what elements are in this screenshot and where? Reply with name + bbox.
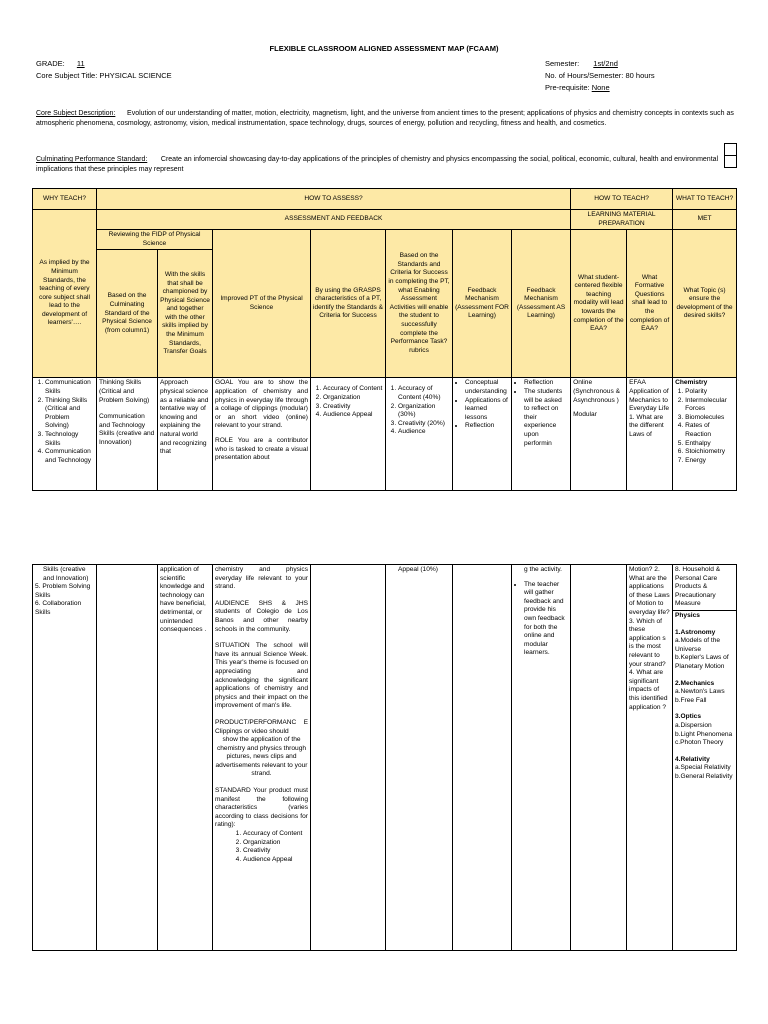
row1-col2: Thinking Skills (Critical and Problem Solving) Communication and Technology Skills (creative and Innovation) xyxy=(97,378,158,491)
prereq-value: None xyxy=(591,83,610,92)
performance-standard: Culminating Performance Standard: Create an infomercial showcasing day-to-day applications of the principles of chemistry and physics encompassing the social, political, economic, cultural, health and environmental implications that these principles may represent xyxy=(36,156,719,173)
prereq-label: Pre-requisite: None xyxy=(545,83,610,92)
checkbox-2[interactable] xyxy=(724,155,737,168)
row1-col11: Chemistry 1. Polarity 2. Intermolecular Forces 3. Biomolecules 4. Rates of Reaction 5. Enthalpy 6. Stoichiometry 7. Energy xyxy=(673,378,737,491)
row1-col3: Approach physical science as a reliable and tentative way of knowing and explaining the natural world and recognizing that xyxy=(158,378,213,491)
header-col4: Improved PT of the Physical Science xyxy=(213,230,311,378)
header-what-teach: WHAT TO TEACH? xyxy=(673,189,737,210)
semester-label: Semester: 1st/2nd xyxy=(545,59,618,68)
semester-value: 1st/2nd xyxy=(593,59,618,68)
row2-col11: 8. Household & Personal Care Products & Precautionary Measure Physics 1.Astronomy a.Models of the Universe b.Kepler's Laws of Planetary Motion 2.Mechanics a.Newton's Laws b.Free Fall 3.Optics a.Dispersion b.Light Phenomena c.Photon Theory 4.Relativity a.Special Relativity b.General Relativity xyxy=(673,565,737,951)
header-col8: Feedback Mechanism (Assessment AS Learning) xyxy=(512,230,571,378)
row2-col5 xyxy=(311,565,386,951)
header-why-teach: WHY TEACH? xyxy=(33,189,97,210)
row1-col1: 1. Communication Skills 2. Thinking Skills (Critical and Problem Solving) 3. Technology Skills 4. Communication and Technology xyxy=(33,378,97,491)
header-learning-prep: LEARNING MATERIAL PREPARATION xyxy=(571,210,673,230)
header-reviewing-fidp: Reviewing the FIDP of Physical Science xyxy=(97,230,213,250)
header-col11: What Topic (s) ensure the development of the desired skills? xyxy=(673,230,737,378)
header-col2: Based on the Culminating Standard of the Physical Science (from column1) xyxy=(97,250,158,378)
hours-label: No. of Hours/Semester: 80 hours xyxy=(545,71,655,80)
header-col3: With the skills that shall be championed by Physical Science and together with the other skills implied by the Minimum Standards, Transfer Goals xyxy=(158,250,213,378)
grade-label: GRADE: 11 xyxy=(36,59,85,68)
header-col5: By using the GRASPS characteristics of a PT, identify the Standards & Criteria for Success xyxy=(311,230,386,378)
hours-value: 80 hours xyxy=(625,71,655,80)
subject-label: Core Subject Title: PHYSICAL SCIENCE xyxy=(36,71,172,80)
header-col6: Based on the Standards and Criteria for Success in completing the PT, what Enabling Assessment Activities will enable the student to successfully complete the Performance Task? rubrics xyxy=(386,230,453,378)
header-assessment-feedback: ASSESSMENT AND FEEDBACK xyxy=(97,210,571,230)
header-col1: As implied by the Minimum Standards, the teaching of every core subject shall lead to the development of learners'…. xyxy=(33,210,97,378)
row1-col10: EFAA Application of Mechanics to Everyday Life 1. What are the different Laws of xyxy=(627,378,673,491)
row2-col3: application of scientific knowledge and technology can have beneficial, detrimental, or unintended consequences . xyxy=(158,565,213,951)
assessment-map-table-continued xyxy=(32,564,737,951)
header-met: MET xyxy=(673,210,737,230)
header-how-assess: HOW TO ASSESS? xyxy=(97,189,571,210)
header-col9: What student-centered flexible teaching modality will lead towards the completion of the EAA? xyxy=(571,230,627,378)
subject-description: Core Subject Description: Evolution of our understanding of matter, motion, electricity, magnetism, light, and the universe from ancient times to the present; applications of physics and chemistry concepts in contexts such as atmospheric phenomena, cosmology, astronomy, vision, medical instrumentation, space technology, drugs, sources of energy, pollution and recycling, fitness and health, and cosmetics. xyxy=(36,110,734,127)
header-how-teach: HOW TO TEACH? xyxy=(571,189,673,210)
row2-col6: Appeal (10%) xyxy=(386,565,453,951)
document-title: FLEXIBLE CLASSROOM ALIGNED ASSESSMENT MAP (FCAAM) xyxy=(269,44,499,53)
row1-col6: 1. Accuracy of Content (40%) 2. Organization (30%) 3. Creativity (20%) 4. Audience xyxy=(386,378,453,491)
grade-value: 11 xyxy=(76,59,85,68)
row2-col2 xyxy=(97,565,158,951)
row2-col10: Motion? 2. What are the applications of these Laws of Motion to everyday life? 3. Which of these application s is the most relevant to your strand? 4. What are significant impacts of this identified application ? xyxy=(627,565,673,951)
row1-col8: • Reflection • The students will be asked to reflect on their experience upon performin xyxy=(512,378,571,491)
assessment-map-table xyxy=(32,188,737,491)
header-col10: What Formative Questions shall lead to the completion of EAA? xyxy=(627,230,673,378)
subject-value: PHYSICAL SCIENCE xyxy=(99,71,172,80)
row1-col9: Online (Synchronous & Asynchronous ) Modular xyxy=(571,378,627,491)
row2-col8: g the activity. • The teacher will gather feedback and provide his own feedback for both the online and modular learners. xyxy=(512,565,571,951)
row1-col5: 1. Accuracy of Content 2. Organization 3. Creativity 4. Audience Appeal xyxy=(311,378,386,491)
row1-col7: • Conceptual understanding • Applications of learned lessons • Reflection xyxy=(453,378,512,491)
row2-col1: Skills (creative and Innovation) 5. Problem Solving Skills 6. Collaboration Skills xyxy=(33,565,97,951)
row2-col9 xyxy=(571,565,627,951)
row2-col7 xyxy=(453,565,512,951)
header-col7: Feedback Mechanism (Assessment FOR Learning) xyxy=(453,230,512,378)
row1-col4: GOAL You are to show the application of chemistry and physics in everyday life through a collage of clippings (modular) or an short video (online) relevant to your strand. ROLE You are a contributor who is tasked to create a visual presentation about xyxy=(213,378,311,491)
row2-col4: chemistry and physics everyday life relevant to your strand. AUDIENCE SHS & JHS students of Colegio de Los Banos and other nearby schools in the community. SITUATION The school will have its annual Science Week. This year's theme is focused on appreciating and acknowledging the significant applications of chemistry and physics and their impact on the improvement of man's life. PRODUCT/PERFORMANC E Clippings or video should show the application of the chemistry and physics through pictures, news clips and advertisements relevant to your strand. STANDARD Your product must manifest the following characteristics (varies according to class decisions for rating): 1. Accuracy of Content 2. Organization 3. Creativity 4. Audience Appeal xyxy=(213,565,311,951)
